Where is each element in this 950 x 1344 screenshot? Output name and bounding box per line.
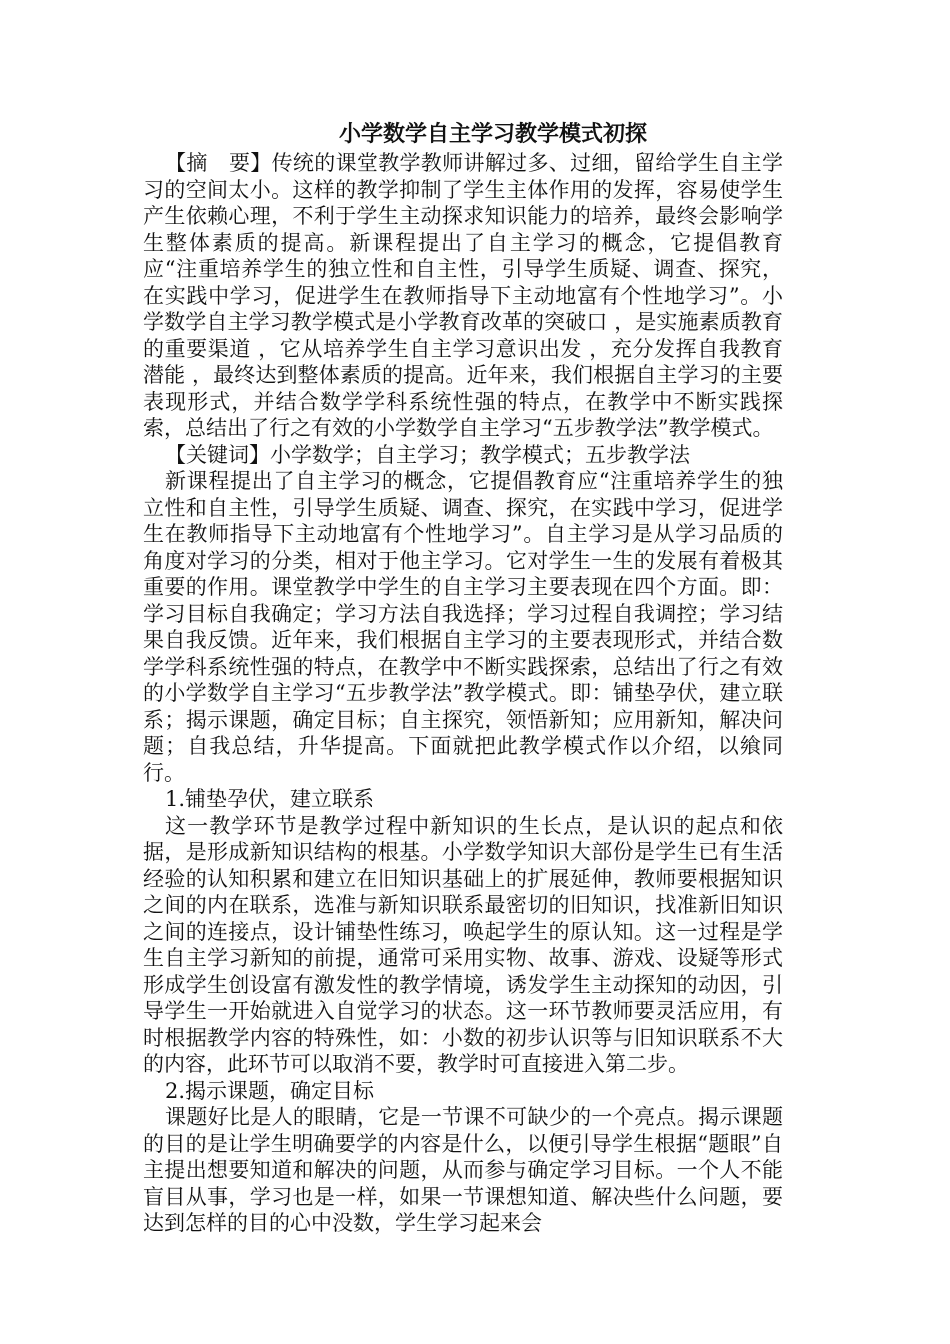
abstract-paragraph: 【摘 要】传统的课堂教学教师讲解过多、过细，留给学生自主学习的空间太小。这样的教学抑制了学生主体作用的发挥，容易使学生产生依赖心理，不利于学生主动探求知识能力的培养，最终会影响学生整体素质的提高。新课程提出了自主学习的概念，它提倡教育应“注重培养学生的独立性和自主性，引导学生质疑、调查、探究，在实践中学习，促进学生在教师指导下主动地富有个性地学习”。小学数学自主学习教学模式是小学教育改革的突破口 ，是实施素质教育的重要渠道 ，它从培养学生自主学习意识出发 ，充分发挥自我教育潜能 ，最终达到整体素质的提高。近年来，我们根据自主学习的主要表现形式，并结合数学学科系统性强的特点，在教学中不断实践探索，总结出了行之有效的小学数学自主学习“五步教学法”教学模式。 bbox=[143, 151, 783, 440]
section-2-paragraph: 课题好比是人的眼睛，它是一节课不可缺少的一个亮点。揭示课题的目的是让学生明确要学的内容是什么，以便引导学生根据“题眼”自主提出想要知道和解决的问题，从而参与确定学习目标。一个人不能盲目从事，学习也是一样，如果一节课想知道、解决些什么问题，要达到怎样的目的心中没数，学生学习起来会 bbox=[143, 1105, 783, 1235]
document-title: 小学数学自主学习教学模式初探 bbox=[338, 121, 647, 147]
section-1-paragraph: 这一教学环节是教学过程中新知识的生长点，是认识的起点和依据，是形成新知识结构的根基。小学数学知识大部份是学生已有生活经验的认知积累和建立在旧知识基础上的扩展延伸，教师要根据知识之间的内在联系，选准与新知识联系最密切的旧知识，找准新旧知识之间的连接点，设计铺垫性练习，唤起学生的原认知。这一过程是学生自主学习新知的前提，通常可采用实物、故事、游戏、设疑等形式形成学生创设富有激发性的教学情境，诱发学生主动探知的动因，引导学生一开始就进入自觉学习的状态。这一环节教师要灵活应用，有时根据教学内容的特殊性，如：小数的初步认识等与旧知识联系不大的内容，此环节可以取消不要，教学时可直接进入第二步。 bbox=[143, 813, 783, 1076]
intro-paragraph: 新课程提出了自主学习的概念，它提倡教育应“注重培养学生的独立性和自主性，引导学生质疑、调查、探究，在实践中学习，促进学生在教师指导下主动地富有个性地学习”。自主学习是从学习品质的角度对学习的分类，相对于他主学习。它对学生一生的发展有着极其重要的作用。课堂教学中学生的自主学习主要表现在四个方面。即：学习目标自我确定；学习方法自我选择；学习过程自我调控；学习结果自我反馈。近年来，我们根据自主学习的主要表现形式，并结合数学学科系统性强的特点，在教学中不断实践探索，总结出了行之有效的小学数学自主学习“五步教学法”教学模式。即：铺垫孕伏，建立联系；揭示课题，确定目标；自主探究，领悟新知；应用新知，解决问题；自我总结，升华提高。下面就把此教学模式作以介绍，以飨同行。 bbox=[143, 469, 783, 785]
section-1-heading: 1.铺垫孕伏，建立联系 bbox=[165, 787, 375, 811]
section-2-heading: 2.揭示课题，确定目标 bbox=[165, 1078, 375, 1103]
document-page bbox=[143, 118, 783, 1237]
keywords-paragraph: 【关键词】小学数学；自主学习；教学模式；五步教学法 bbox=[165, 442, 690, 467]
